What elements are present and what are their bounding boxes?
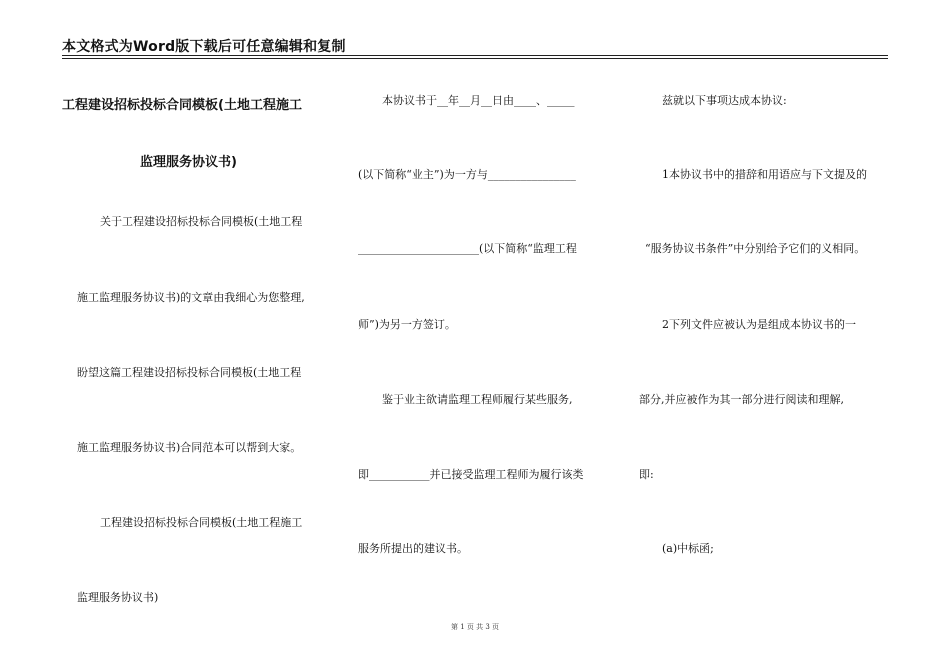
- col2-line: (以下简称“业主”)为一方与________________: [358, 168, 576, 181]
- col1-line: 盼望这篇工程建设招标投标合同模板(土地工程: [77, 366, 302, 379]
- col2-line: 师”)为另一方签订。: [358, 318, 456, 331]
- col3-line: (a)中标函;: [662, 542, 714, 555]
- col1-line: 工程建设招标投标合同模板(土地工程施工: [100, 516, 303, 529]
- document-title-line-2: 监理服务协议书): [140, 155, 237, 170]
- header-rule-top: [62, 55, 888, 56]
- col2-line: ______________________(以下简称“监理工程: [358, 242, 577, 255]
- col2-line: 即___________并已接受监理工程师为履行该类: [358, 468, 584, 481]
- col1-line: 施工监理服务协议书)的文章由我细心为您整理,: [77, 291, 305, 304]
- header-rule-bottom: [62, 58, 888, 59]
- col3-line: 2下列文件应被认为是组成本协议书的一: [662, 318, 856, 331]
- col1-line: 监理服务协议书): [77, 591, 159, 604]
- col3-line: “服务协议书条件”中分别给予它们的义相同。: [645, 242, 866, 255]
- col3-line: 部分,并应被作为其一部分进行阅读和理解,: [639, 393, 844, 406]
- col1-line: 施工监理服务协议书)合同范本可以帮到大家。: [77, 441, 302, 454]
- page-number-footer: 第 1 页 共 3 页: [450, 623, 500, 631]
- document-title-line-1: 工程建设招标投标合同模板(土地工程施工: [62, 98, 302, 113]
- col2-line: 服务所提出的建议书。: [358, 542, 468, 555]
- col2-line: 本协议书于__年__月__日由____、_____: [382, 94, 575, 107]
- document-header: 本文格式为Word版下载后可任意编辑和复制: [62, 39, 346, 55]
- col3-line: 兹就以下事项达成本协议:: [662, 94, 787, 107]
- col2-line: 鉴于业主欲请监理工程师履行某些服务,: [382, 393, 573, 406]
- col1-line: 关于工程建设招标投标合同模板(土地工程: [100, 215, 303, 228]
- col3-line: 1本协议书中的措辞和用语应与下文提及的: [662, 168, 867, 181]
- col3-line: 即:: [639, 468, 654, 481]
